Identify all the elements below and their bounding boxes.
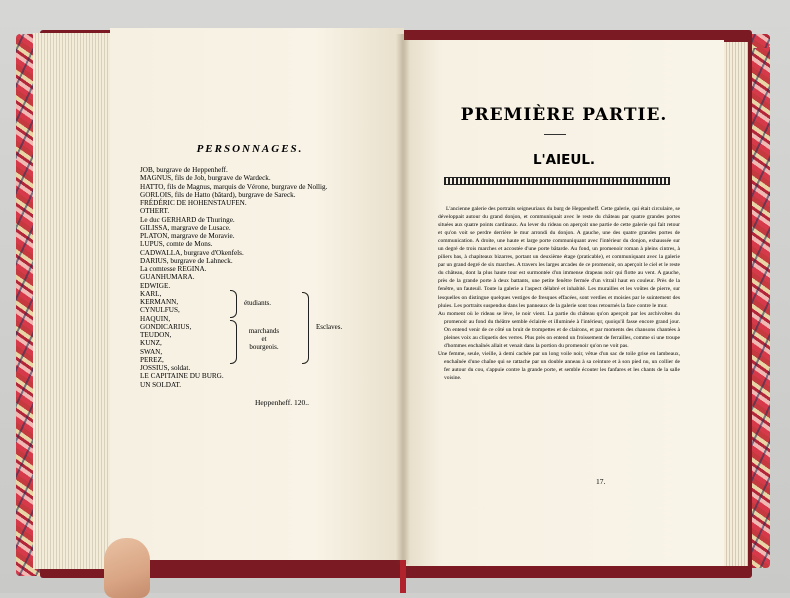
label-slaves: Esclaves.: [316, 323, 343, 331]
part-heading: PREMIÈRE PARTIE.: [460, 105, 668, 125]
character-entry: JOSSIUS, soldat.: [140, 364, 191, 372]
paragraph: L'ancienne galerie des portraits seigneuriaux du burg de Heppenheff. Cette galerie, qui était circulaire, se développait autour du grand donjon, et communiquait avec le reste du château par quatre grandes portes situées aux quatre points cardinaux. Au lever du rideau on aperçoit une partie de cette galerie qui fait retour et qu'on voit se perdre derrière le mur arrondi du donjon. A gauche, une des quatre grandes portes de communication. A droite, une haute et large porte communiquant avec l'intérieur du donjon, exhaussée sur un degré de trois marches et accostée d'une porte bâtarde. Au fond, un promenoir roman à pleins cintres, à piliers bas, à chapiteaux bizarres, portant un deuxième étage (praticable), et communiquant avec la galerie par un grand degré de six marches. A travers les larges arcades de ce promenoir, on aperçoit le ciel et le reste du château, dont la plus haute tour est surmontée d'un immense drapeau noir qui flotte au vent. A gauche, près de la grande porte à deux battants, une petite fenêtre fermée d'un vitrail haut en couleur. Près de la fenêtre, un fauteuil. Toute la galerie a l'aspect délabré et inhabité. Les murailles et les voûtes de pierre, sur lesquelles on distingue quelques vestiges de fresques effacées, sont verdies et moisies par le suintement des pluies. Les portraits suspendus dans les panneaux de la galerie sont tous retournés la face contre le mur.: [438, 206, 680, 309]
character-entry: EDWIGE.: [140, 281, 171, 290]
character-entry: OTHERT.: [140, 207, 170, 216]
group-name: SWAN,: [140, 347, 163, 356]
character-entry: FRÉDÉRIC DE HOHENSTAUFEN.: [140, 199, 247, 207]
title-rule: [544, 134, 566, 135]
group-name: CYNULFUS,: [140, 306, 180, 315]
bookmark-ribbon: [400, 560, 406, 593]
character-entry: PLATON, margrave de Moravie.: [140, 232, 235, 240]
group-name: KERMANN,: [140, 298, 179, 306]
label-merchants: marchands et bourgeois.: [248, 327, 280, 351]
character-entry: La comtesse REGINA.: [140, 265, 207, 273]
thumb: [104, 538, 150, 598]
paragraph: Une femme, seule, vieille, à demi cachée par un long voile noir, vêtue d'un sac de toile grise en lambeaux, enchaînée d'une chaîne qui se rattache par un double anneau à sa ceinture et à son pied nu, un collier de fer autour du cou, s'appuie contre la grande porte, et semble écouter les fanfares et les chants de la salle voisine.: [438, 350, 680, 381]
stage-directions: [438, 205, 680, 382]
group-name: HAQUIN,: [140, 314, 171, 323]
character-entry: GUANHUMARA.: [140, 273, 195, 282]
character-entry: CADWALLA, burgrave d'Okenfels.: [140, 248, 244, 257]
label-students: étudiants.: [244, 299, 272, 307]
ornamental-band: [444, 177, 670, 185]
group-name: KARL,: [140, 289, 162, 298]
group-name: GONDICARIUS,: [140, 322, 192, 331]
brace-merchants: [230, 320, 237, 364]
paragraph: Au moment où le rideau se lève, le noir vient. La partie du château qu'on aperçoit par les archivoltes du promenoir au fond du théâtre semble éclairée et illuminée à l'intérieur, quoiqu'il fasse encore grand jour. On entend venir de ce côté un bruit de trompettes et de clairons, et par moments des chansons chantées à pleines voix au cliquetis des verres. Plus près on entend un froissement de ferrailles, comme si une troupe d'hommes enchaînés allait et venait dans la portion du promenoir qu'on ne voit pas.: [438, 310, 680, 349]
group-name: KUNZ,: [140, 339, 162, 348]
location-footer: Heppenheff. 120..: [255, 398, 310, 407]
character-entry: LE CAPITAINE DU BURG.: [140, 372, 224, 381]
characters-heading: PERSONNAGES.: [196, 143, 304, 155]
brace-students: [230, 290, 237, 318]
brace-slaves: [302, 292, 309, 364]
character-entry: GILISSA, margrave de Lusace.: [140, 223, 231, 232]
page-number: 17.: [596, 477, 606, 486]
character-entry: Le duc GERHARD de Thuringe.: [140, 215, 235, 224]
group-name: PEREZ,: [140, 355, 164, 364]
character-entry: MAGNUS, fils de Job, burgrave de Wardeck.: [140, 174, 271, 183]
character-entry: UN SOLDAT.: [140, 380, 181, 389]
act-heading: L'AIEUL.: [532, 152, 596, 168]
group-name: TEUDON,: [140, 331, 172, 339]
character-entry: GORLOIS, fils de Hatto (bâtard), burgrave de Sareck.: [140, 190, 296, 199]
character-entry: HATTO, fils de Magnus, marquis de Vérone, burgrave de Nollig.: [140, 182, 328, 191]
page-edges-left: [33, 33, 119, 569]
character-entry: JOB, burgrave de Heppenheff.: [140, 166, 228, 174]
character-entry: LUPUS, comte de Mons.: [140, 240, 213, 249]
character-entry: DARIUS, burgrave de Lahneck.: [140, 256, 233, 265]
